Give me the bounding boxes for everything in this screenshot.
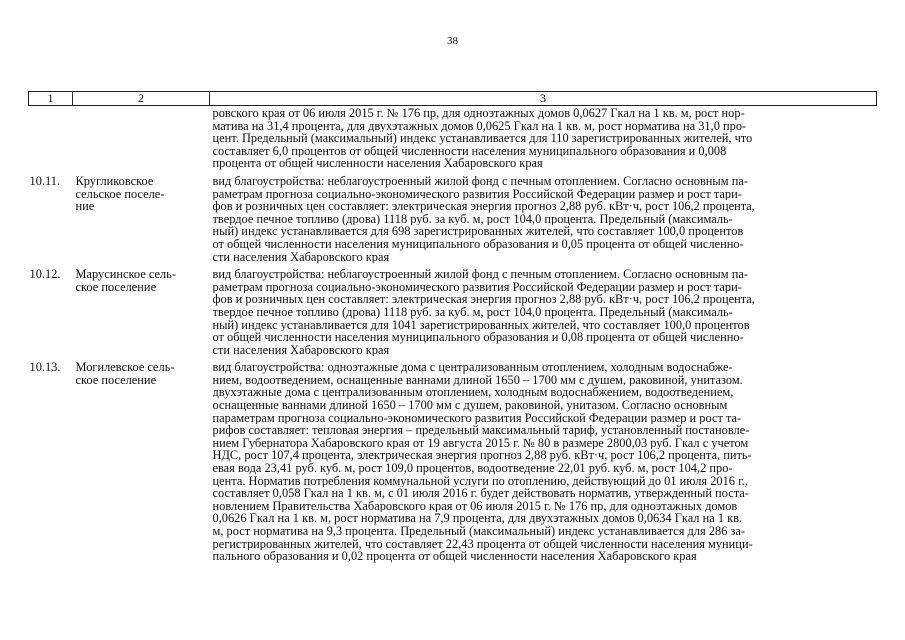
description-line: м, рост норматива на 9,3 процента. Предельный (максимальный) индекс устанавливается для 286 за-	[212, 525, 746, 538]
description-cell	[210, 106, 877, 175]
description-line: раметрам прогноза социально-экономического развития Российской Федерации размер и рост тари-	[212, 187, 742, 201]
settlement-name-line: сельское поселе-	[75, 187, 165, 201]
row-number: 10.12.	[29, 267, 61, 282]
description-line: цент. Предельный (максимальный) индекс устанавливается для 110 зарегистрированных жителей, что	[212, 132, 753, 145]
description-line: твердое печное топливо (дрова) 1118 руб. за куб. м, рост 104,0 процента. Предельный (максималь-	[212, 212, 733, 226]
description-line: рифов составляет: тепловая энергия – предельный максимальный тариф, установленный постановле-	[212, 424, 750, 437]
settlement-name-line: ние	[75, 200, 95, 213]
description-line: новлением Правительства Хабаровского края от 06 июля 2015 г. № 176 пр, для одноэтажных домов	[212, 499, 738, 513]
column-header: 2	[73, 92, 210, 106]
description-line: твердое печное топливо (дрова) 1118 руб. за куб. м, рост 104,0 процента. Предельный (максималь-	[212, 305, 733, 319]
description-line: вид благоустройства: одноэтажные дома с централизованным отоплением, холодным водоснабже-	[212, 361, 733, 374]
description-line: сти населения Хабаровского края	[212, 250, 390, 264]
description-line: от общей численности населения муниципального образования и 0,05 процента от общей численно-	[212, 237, 744, 251]
description-line: вид благоустройства: неблагоустроенный жилой фонд с печным отоплением. Согласно основным па-	[212, 174, 748, 188]
column-header: 3	[210, 92, 877, 106]
description-line: нием, водоотведением, оснащенные ваннами длиной 1650 – 1700 мм с душем, раковиной, унитазом.	[212, 373, 743, 387]
description-line: цента. Норматив потребления коммунальной услуги по отоплению, действующий до 01 июля 2016 г.,	[212, 474, 748, 488]
row-number: 10.11.	[29, 173, 61, 188]
description-line: ный) индекс устанавливается для 698 зарегистрированных жителей, что составляет 100,0 процентов	[212, 225, 744, 238]
description-line: составляет 6,0 процентов от общей численности населения муниципального образования и 0,008	[212, 144, 727, 158]
settlement-name-line: Кругликовское	[75, 174, 154, 188]
description-line: матива на 31,4 процента, для двухэтажных домов 0,0625 Гкал на 1 кв. м, рост норматива на 31,0 про-	[212, 119, 747, 133]
description-line: оснащенные ваннами длиной 1650 – 1700 мм с душем, раковиной, унитазом. Согласно основным	[212, 399, 728, 412]
description-cell	[210, 175, 877, 268]
settlement-name-line: ское поселение	[75, 280, 157, 294]
settlement-name-line: ское поселение	[75, 373, 157, 387]
tariff-table	[28, 91, 877, 568]
settlement-name	[73, 361, 210, 568]
description-line: 0,0626 Гкал на 1 кв. м, рост норматива на 7,9 процента, для двухэтажных домов 0,0634 Гкал на 1 кв.	[212, 512, 743, 525]
description-line: ный) индекс устанавливается для 1041 зарегистрированных жителей, что составляет 100,0 процентов	[212, 318, 750, 332]
description-line: евая вода 23,41 руб. куб. м, рост 109,0 процентов, водоотведение 22,01 руб. куб. м, рост 104,2 про-	[212, 462, 733, 475]
description-cell	[210, 361, 877, 568]
description-line: от общей численности населения муниципального образования и 0,08 процента от общей численно-	[212, 331, 744, 344]
settlement-name	[73, 175, 210, 268]
description-line: двухэтажные дома с централизованным отоплением, холодным водоснабжением, водоотведением,	[212, 386, 734, 400]
description-cell	[210, 268, 877, 361]
description-line: процента от общей численности населения Хабаровского края	[212, 157, 543, 170]
description-line: ровского края от 06 июля 2015 г. № 176 пр, для одноэтажных домов 0,0627 Гкал на 1 кв. м, рост нор-	[212, 107, 745, 120]
settlement-name-cell	[73, 106, 210, 175]
row-number: 10.13.	[29, 360, 61, 375]
description-line: регистрированных жителей, что составляет 22,43 процента от общей численности населения муници-	[212, 537, 753, 551]
table-row	[29, 175, 877, 268]
description-line: сти населения Хабаровского края	[212, 343, 390, 357]
description-line: фов и розничных цен составляет: электрическая энергия прогноз 2,88 руб. кВт·ч, рост 106,2 процента,	[212, 200, 755, 213]
description-line: раметрам прогноза социально-экономического развития Российской Федерации размер и рост тари-	[212, 280, 742, 294]
description-line: НДС, рост 107,4 процента, электрическая энергия прогноз 2,88 руб. кВт·ч, рост 106,2 процента, пить-	[212, 449, 752, 463]
settlement-name-line: Могилевское сель-	[75, 361, 175, 374]
description-line: фов и розничных цен составляет: электрическая энергия прогноз 2,88 руб. кВт·ч, рост 106,2 процента,	[212, 293, 755, 306]
description-line: вид благоустройства: неблагоустроенный жилой фонд с печным отоплением. Согласно основным па-	[212, 268, 748, 281]
settlement-name-line: Марусинское сель-	[75, 268, 176, 281]
description-line: параметрам прогноза социально-экономического развития Российской Федерации размер и рост та-	[212, 411, 742, 425]
description-line: нием Губернатора Хабаровского края от 19 августа 2015 г. № 80 в размере 2800,03 руб. Гкал с учетом	[212, 436, 749, 450]
table-row-continuation	[29, 106, 877, 175]
description-line: составляет 0,058 Гкал на 1 кв. м, с 01 июля 2016 г. будет действовать норматив, утвержденный поста-	[212, 487, 749, 500]
description-line: пального образования и 0,02 процента от общей численности населения Хабаровского края	[212, 550, 697, 563]
table-row	[29, 361, 877, 568]
page-number: 38	[447, 35, 458, 47]
row-number-cell	[29, 106, 73, 175]
column-header: 1	[29, 92, 73, 106]
table-row	[29, 268, 877, 361]
table-header-row	[29, 92, 877, 106]
settlement-name	[73, 268, 210, 361]
